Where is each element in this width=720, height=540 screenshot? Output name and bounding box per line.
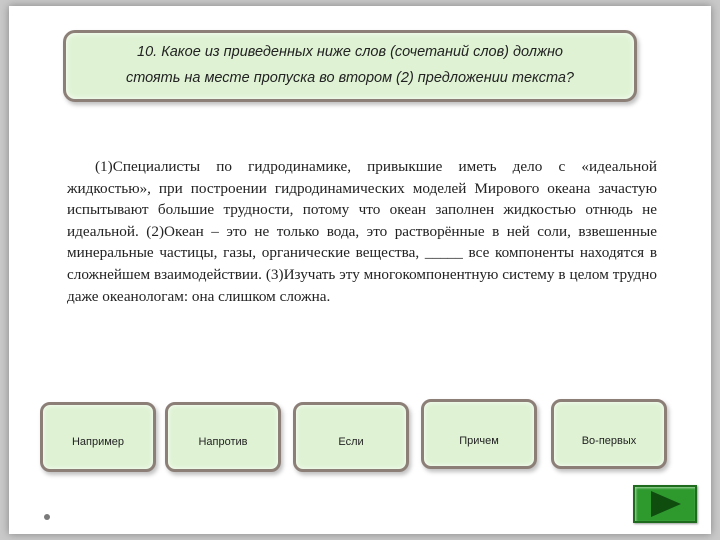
question-line-1: 10. Какое из приведенных ниже слов (сочетаний слов) должно [137, 44, 563, 60]
answer-label: Напротив [198, 436, 248, 448]
passage-text: (1)Специалисты по гидродинамике, привыкшие иметь дело с «идеальной жидкостью», при построении гидродинамических моделей Мирового океана зачастую испытывают большие трудности, потому что океан заполнен жидкостью отнюдь не идеальной. (2)Океан – это не только вода, это растворённые в ней соли, взвешенные минеральные частицы, газы, органические вещества, _____ все компоненты находятся в сложнейшем взаимодействии. (3)Изучать эту многокомпонентную систему в целом трудно даже океанологам: она слишком сложна. [67, 158, 657, 305]
answer-label: Причем [459, 435, 499, 447]
answer-label: Во-первых [581, 435, 637, 447]
bullet-dot [44, 514, 50, 520]
question-line-2: стоять на месте пропуска во втором (2) предложении текста? [125, 70, 574, 86]
answer-button-prichem[interactable] [421, 399, 537, 469]
answer-label: Например [71, 436, 125, 448]
answer-button-naprotiv[interactable] [165, 402, 281, 472]
answer-label: Если [338, 436, 364, 448]
answer-button-vo-pervyh[interactable] [551, 399, 667, 469]
answer-button-naprimer[interactable] [40, 402, 156, 472]
question-box [63, 30, 637, 102]
play-triangle-icon [635, 487, 695, 521]
next-slide-button[interactable] [633, 485, 697, 523]
answer-button-esli[interactable] [293, 402, 409, 472]
